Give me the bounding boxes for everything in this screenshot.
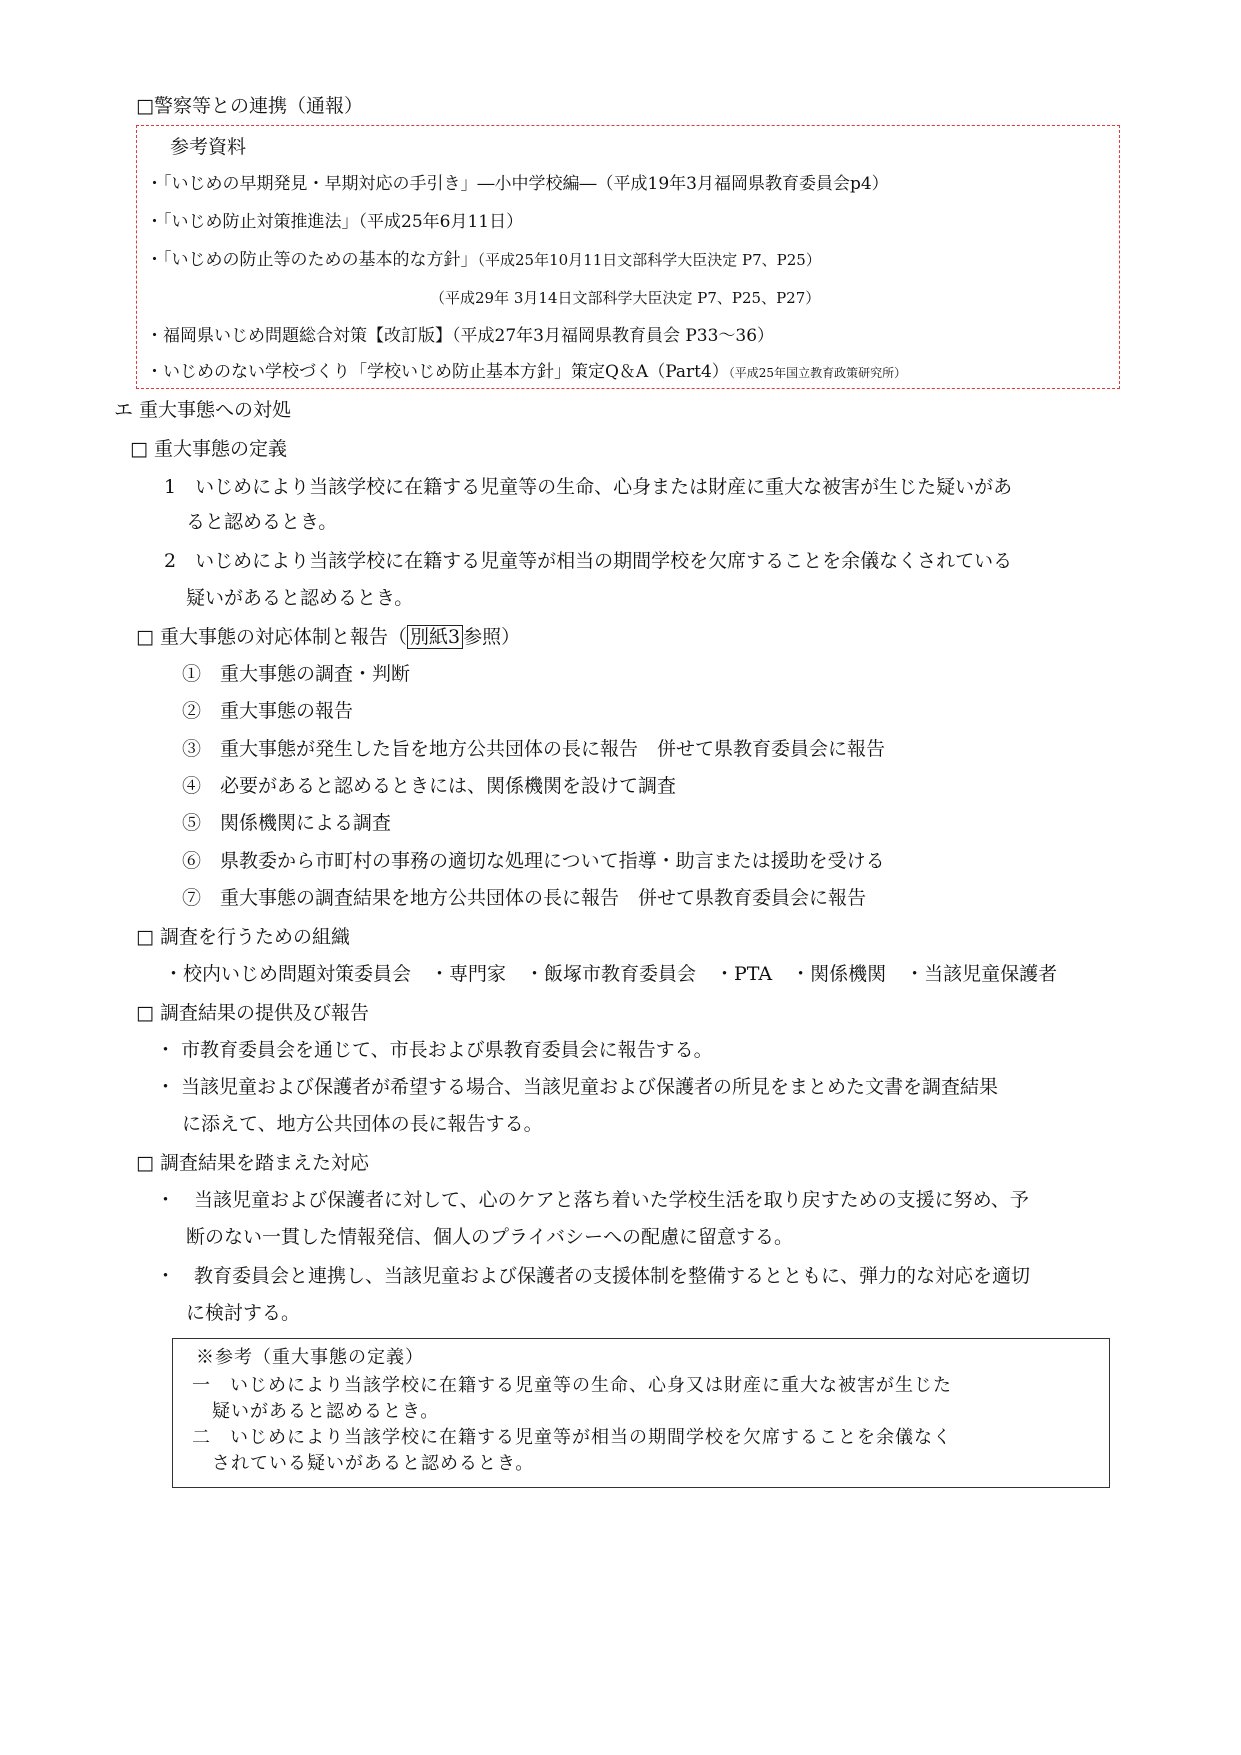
reference-item-4: （平成29年 3月14日文部科学大臣決定 P7、P25、P27） xyxy=(430,289,821,307)
note-line-1: 一 いじめにより当該学校に在籍する児童等の生命、心身又は財産に重大な被害が生じた xyxy=(192,1375,952,1396)
provision-bullet-1: ・ 市教育委員会を通じて、市長および県教育委員会に報告する。 xyxy=(156,1039,713,1061)
provision-bullet-2: ・ 当該児童および保護者が希望する場合、当該児童および保護者の所見をまとめた文書を調査結果 xyxy=(156,1076,999,1098)
reference-item-5: ・福岡県いじめ問題総合対策【改訂版】（平成27年3月福岡県教育員会 P33～36） xyxy=(146,326,775,346)
system-item-6: ⑥ 県教委から市町村の事務の適切な処理について指導・助言または援助を受ける xyxy=(182,850,885,872)
note-line-3: 二 いじめにより当該学校に在籍する児童等が相当の期間学校を欠席することを余儀なく xyxy=(192,1427,952,1448)
definition-item-2: 2 いじめにより当該学校に在籍する児童等が相当の期間学校を欠席することを余儀なくされている xyxy=(164,550,1013,572)
follow-up-bullet-1: ・ 当該児童および保護者に対して、心のケアと落ち着いた学校生活を取り戻すための支援に努め、予 xyxy=(156,1189,1029,1211)
system-item-1: ① 重大事態の調査・判断 xyxy=(182,663,411,685)
definition-item-1-cont: ると認めるとき。 xyxy=(186,511,338,533)
organization-heading: □ 調査を行うための組織 xyxy=(136,926,350,948)
reference-item-1: ・「いじめの早期発見・早期対応の手引き」―小中学校編―（平成19年3月福岡県教育委員会p4） xyxy=(146,174,889,194)
reference-item-2: ・「いじめ防止対策推進法」（平成25年6月11日） xyxy=(146,212,524,232)
system-item-5: ⑤ 関係機関による調査 xyxy=(182,812,392,834)
organization-members: ・校内いじめ問題対策委員会 ・専門家 ・飯塚市教育委員会 ・PTA ・関係機関 ・当該児童保護者 xyxy=(164,963,1058,985)
system-item-2: ② 重大事態の報告 xyxy=(182,700,354,722)
provision-bullet-2-cont: に添えて、地方公共団体の長に報告する。 xyxy=(182,1113,543,1135)
definition-heading: □ 重大事態の定義 xyxy=(130,438,287,460)
definition-item-1: 1 いじめにより当該学校に在籍する児童等の生命、心身または財産に重大な被害が生じた疑いがあ xyxy=(164,476,1013,498)
reference-item-3-date: （平成25年10月11日文部科学大臣決定 P7、P25） xyxy=(477,251,821,269)
system-item-3: ③ 重大事態が発生した旨を地方公共団体の長に報告 併せて県教育委員会に報告 xyxy=(182,738,886,760)
section-e-heading: エ 重大事態への対処 xyxy=(114,399,292,421)
follow-up-bullet-1-cont: 断のない一貫した情報発信、個人のプライバシーへの配慮に留意する。 xyxy=(186,1226,794,1248)
note-line-2: 疑いがあると認めるとき。 xyxy=(212,1401,440,1422)
appendix-reference: 別紙3 xyxy=(407,625,463,649)
follow-up-bullet-2: ・ 教育委員会と連携し、当該児童および保護者の支援体制を整備するとともに、弾力的な対応を適切 xyxy=(156,1265,1031,1287)
provision-heading: □ 調査結果の提供及び報告 xyxy=(136,1002,369,1024)
reference-item-6-title: ・いじめのない学校づくり「学校いじめ防止基本方針」策定Q＆A（Part4） xyxy=(146,362,729,382)
response-system-heading-text: □ 重大事態の対応体制と報告（ xyxy=(136,626,407,648)
response-system-heading-suffix: 参照） xyxy=(463,626,521,648)
response-system-heading xyxy=(136,625,520,649)
definition-item-2-cont: 疑いがあると認めるとき。 xyxy=(186,587,414,609)
reference-item-6 xyxy=(146,360,906,385)
reference-title: 参考資料 xyxy=(170,136,247,158)
note-title: ※参考（重大事態の定義） xyxy=(196,1347,424,1368)
reference-item-6-source: （平成25年国立教育政策研究所） xyxy=(728,366,907,380)
system-item-7: ⑦ 重大事態の調査結果を地方公共団体の長に報告 併せて県教育委員会に報告 xyxy=(182,887,867,909)
follow-up-bullet-2-cont: に検討する。 xyxy=(186,1302,301,1324)
system-item-4: ④ 必要があると認めるときには、関係機関を設けて調査 xyxy=(182,775,677,797)
note-line-4: されている疑いがあると認めるとき。 xyxy=(212,1453,535,1474)
reference-item-3 xyxy=(146,248,821,272)
police-cooperation-heading: □警察等との連携（通報） xyxy=(136,95,363,117)
reference-item-3-title: ・「いじめの防止等のための基本的な方針」 xyxy=(146,250,478,270)
follow-up-heading: □ 調査結果を踏まえた対応 xyxy=(136,1152,369,1174)
